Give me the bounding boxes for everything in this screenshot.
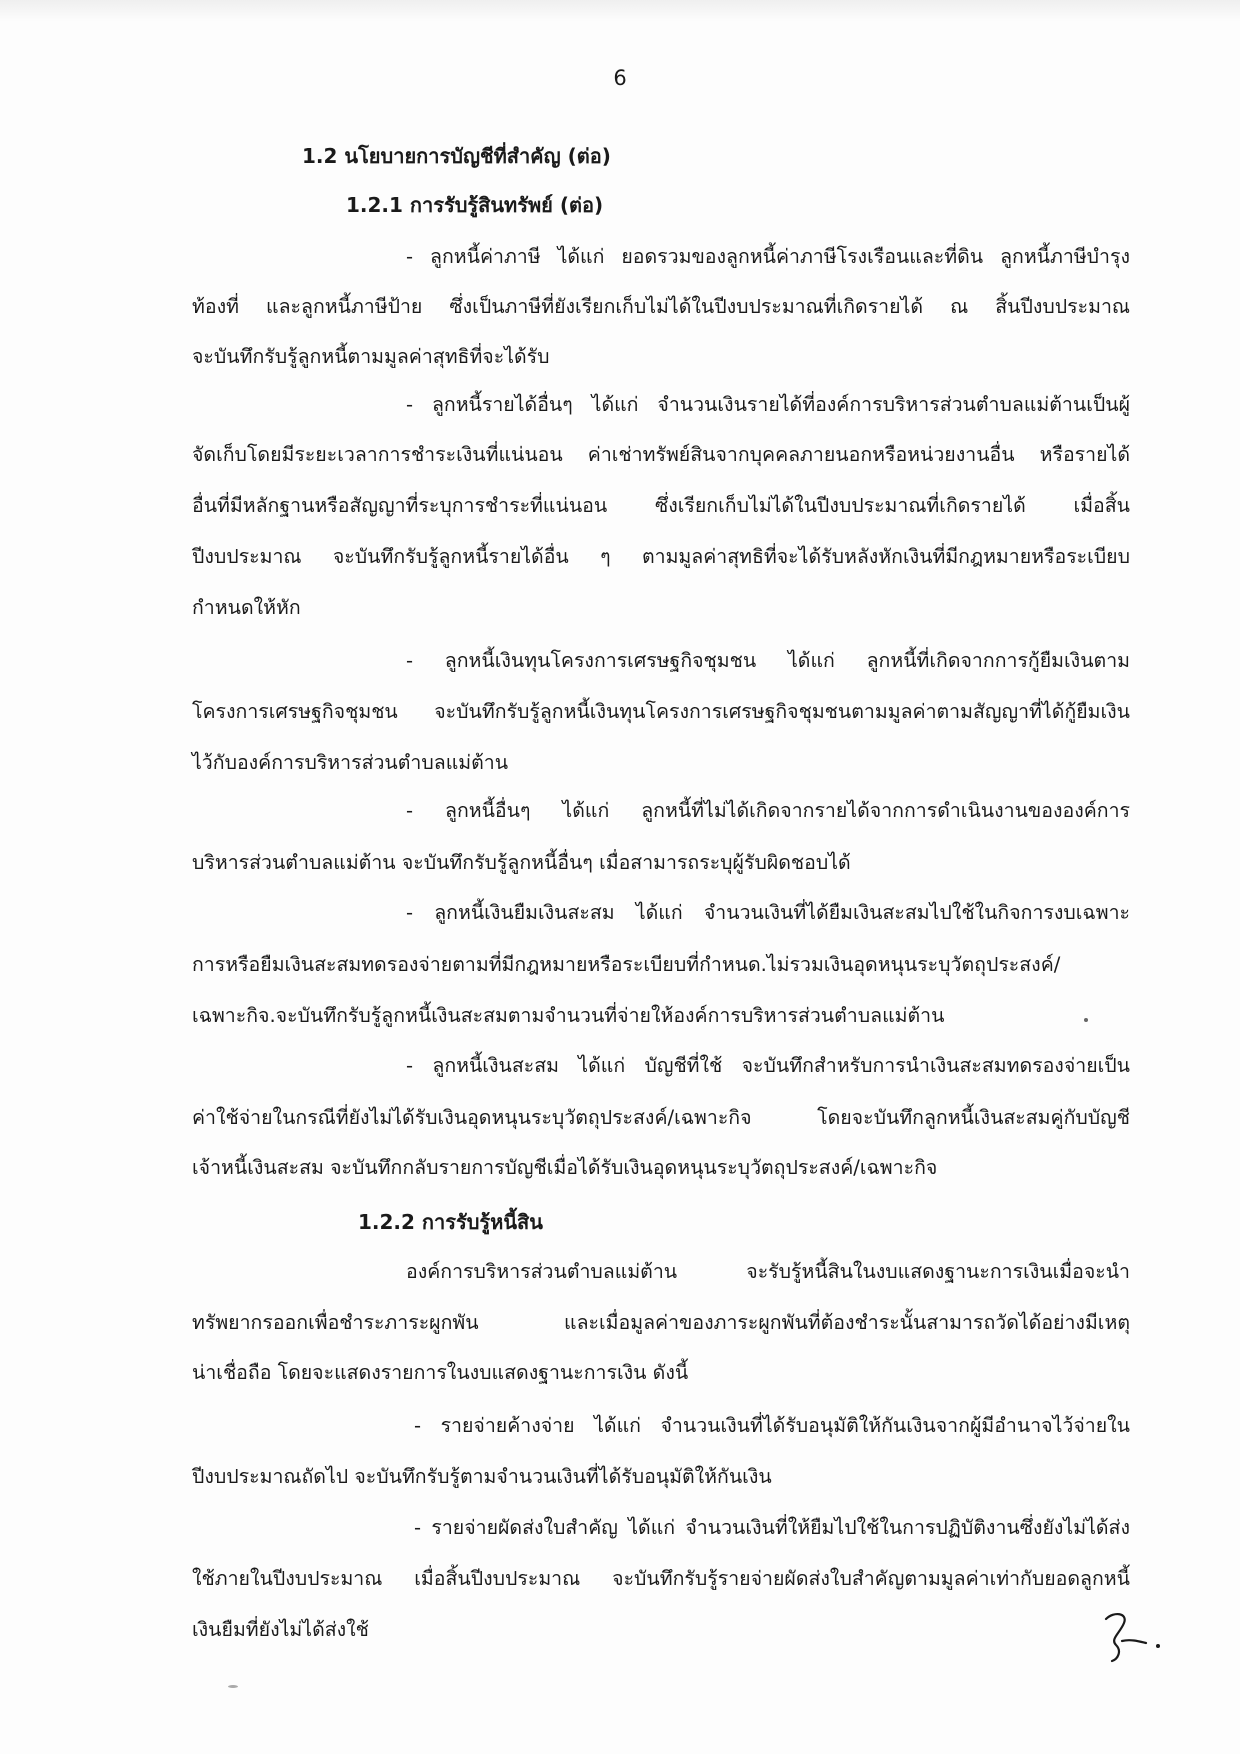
paragraph-line: จัดเก็บโดยมีระยะเวลาการชำระเงินที่แน่นอน ค่าเช่าทรัพย์สินจากบุคคลภายนอกหรือหน่วยงานอื่น หรือรายได้ — [192, 443, 1130, 466]
paragraph-line: กำหนดให้หัก — [192, 596, 301, 619]
paragraph-line: องค์การบริหารส่วนตำบลแม่ต้าน จะรับรู้หนี้สินในงบแสดงฐานะการเงินเมื่อจะนำ — [406, 1260, 1130, 1283]
scan-speck — [1084, 1018, 1088, 1022]
signature-mark — [1096, 1605, 1166, 1665]
paragraph-line: บริหารส่วนตำบลแม่ต้าน จะบันทึกรับรู้ลูกหนี้อื่นๆ เมื่อสามารถระบุผู้รับผิดชอบได้ — [192, 851, 851, 874]
paragraph-line: การหรือยืมเงินสะสมทดรองจ่ายตามที่มีกฎหมายหรือระเบียบที่กำหนด.ไม่รวมเงินอุดหนุนระบุวัตถุประสงค์/ — [192, 953, 1061, 976]
paragraph-line: น่าเชื่อถือ โดยจะแสดงรายการในงบแสดงฐานะการเงิน ดังนี้ — [192, 1361, 689, 1384]
paragraph-line: ปีงบประมาณถัดไป จะบันทึกรับรู้ตามจำนวนเงินที่ได้รับอนุมัติให้กันเงิน — [192, 1465, 772, 1488]
paragraph-line: - รายจ่ายค้างจ่าย ได้แก่ จำนวนเงินที่ได้รับอนุมัติให้กันเงินจากผู้มีอำนาจไว้จ่ายใน — [414, 1414, 1130, 1437]
paragraph-line: ใช้ภายในปีงบประมาณ เมื่อสิ้นปีงบประมาณ จะบันทึกรับรู้รายจ่ายผัดส่งใบสำคัญตามมูลค่าเท่ากับยอดลูกหนี้ — [192, 1567, 1130, 1590]
paragraph-line: ทรัพยากรออกเพื่อชำระภาระผูกพัน และเมื่อมูลค่าของภาระผูกพันที่ต้องชำระนั้นสามารถวัดได้อย่างมีเหตุ — [192, 1311, 1130, 1334]
heading-section-1-2-1: 1.2.1 การรับรู้สินทรัพย์ (ต่อ) — [346, 193, 604, 217]
paragraph-line: ค่าใช้จ่ายในกรณีที่ยังไม่ได้รับเงินอุดหนุนระบุวัตถุประสงค์/เฉพาะกิจ โดยจะบันทึกลูกหนี้เงินสะสมคู่กับบัญชี — [192, 1106, 1130, 1129]
paragraph-line: เฉพาะกิจ.จะบันทึกรับรู้ลูกหนี้เงินสะสมตามจำนวนที่จ่ายให้องค์การบริหารส่วนตำบลแม่ต้าน — [192, 1004, 945, 1027]
paragraph-line: - ลูกหนี้ค่าภาษี ได้แก่ ยอดรวมของลูกหนี้ค่าภาษีโรงเรือนและที่ดิน ลูกหนี้ภาษีบำรุง — [406, 245, 1130, 268]
paragraph-line: - รายจ่ายผัดส่งใบสำคัญ ได้แก่ จำนวนเงินที่ให้ยืมไปใช้ในการปฏิบัติงานซึ่งยังไม่ได้ส่ง — [414, 1516, 1130, 1539]
paragraph-line: - ลูกหนี้เงินยืมเงินสะสม ได้แก่ จำนวนเงินที่ได้ยืมเงินสะสมไปใช้ในกิจการงบเฉพาะ — [406, 901, 1130, 924]
paragraph-line: เงินยืมที่ยังไม่ได้ส่งใช้ — [192, 1618, 369, 1641]
heading-section-1-2-2: 1.2.2 การรับรู้หนี้สิน — [358, 1210, 543, 1234]
paragraph-line: จะบันทึกรับรู้ลูกหนี้ตามมูลค่าสุทธิที่จะได้รับ — [192, 345, 550, 368]
paragraph-line: ปีงบประมาณ จะบันทึกรับรู้ลูกหนี้รายได้อื่น ๆ ตามมูลค่าสุทธิที่จะได้รับหลังหักเงินที่มีกฎหมายหรือระเบียบ — [192, 545, 1130, 568]
paragraph-line: - ลูกหนี้อื่นๆ ได้แก่ ลูกหนี้ที่ไม่ได้เกิดจากรายได้จากการดำเนินงานขององค์การ — [406, 799, 1130, 822]
scan-speck — [228, 1685, 238, 1688]
paragraph-line: ไว้กับองค์การบริหารส่วนตำบลแม่ต้าน — [192, 751, 509, 774]
paragraph-line: - ลูกหนี้เงินสะสม ได้แก่ บัญชีที่ใช้ จะบันทึกสำหรับการนำเงินสะสมทดรองจ่ายเป็น — [406, 1054, 1130, 1077]
paragraph-line: โครงการเศรษฐกิจชุมชน จะบันทึกรับรู้ลูกหนี้เงินทุนโครงการเศรษฐกิจชุมชนตามมูลค่าตามสัญญาที่ได้กู้ยืมเงิน — [192, 700, 1130, 723]
scan-edge — [0, 0, 1240, 22]
paragraph-line: อื่นที่มีหลักฐานหรือสัญญาที่ระบุการชำระที่แน่นอน ซึ่งเรียกเก็บไม่ได้ในปีงบประมาณที่เกิดรายได้ เมื่อสิ้น — [192, 494, 1130, 517]
paragraph-line: ท้องที่ และลูกหนี้ภาษีป้าย ซึ่งเป็นภาษีที่ยังเรียกเก็บไม่ได้ในปีงบประมาณที่เกิดรายได้ ณ สิ้นปีงบประมาณ — [192, 295, 1130, 318]
paragraph-line: เจ้าหนี้เงินสะสม จะบันทึกกลับรายการบัญชีเมื่อได้รับเงินอุดหนุนระบุวัตถุประสงค์/เฉพาะกิจ — [192, 1156, 938, 1179]
heading-section-1-2: 1.2 นโยบายการบัญชีที่สำคัญ (ต่อ) — [302, 144, 611, 168]
page-number: 6 — [613, 66, 627, 90]
paragraph-line: - ลูกหนี้รายได้อื่นๆ ได้แก่ จำนวนเงินรายได้ที่องค์การบริหารส่วนตำบลแม่ต้านเป็นผู้ — [406, 393, 1130, 416]
paragraph-line: - ลูกหนี้เงินทุนโครงการเศรษฐกิจชุมชน ได้แก่ ลูกหนี้ที่เกิดจากการกู้ยืมเงินตาม — [406, 649, 1130, 672]
